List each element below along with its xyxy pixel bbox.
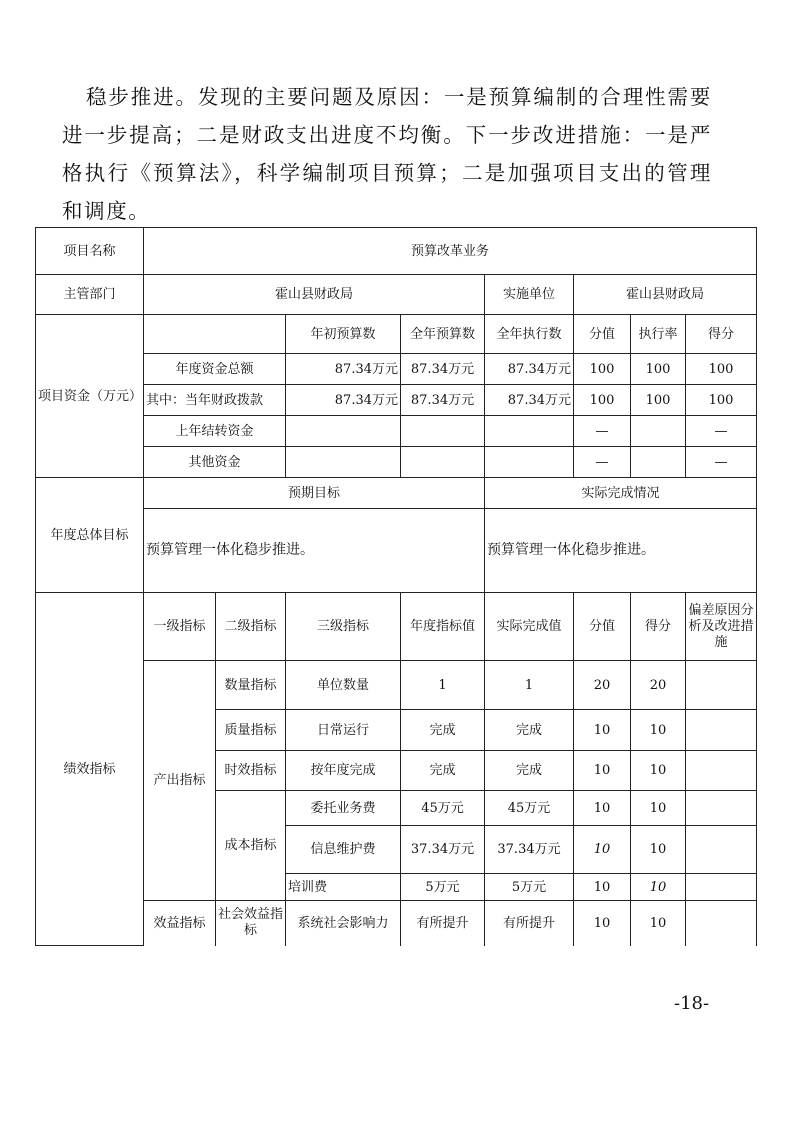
header-score-value: 分值: [574, 315, 631, 354]
target-cell: 37.34万元: [401, 826, 485, 874]
funds-score: —: [686, 416, 757, 447]
header-exec-rate: 执行率: [631, 315, 686, 354]
header-deviation: 偏差原因分析及改进措施: [686, 593, 757, 661]
header-executed: 全年执行数: [485, 315, 574, 354]
body-paragraph: 稳步推进。发现的主要问题及原因：一是预算编制的合理性需要进一步提高；二是财政支出进度不均衡。下一步改进措施：一是严格执行《预算法》，科学编制项目预算；二是加强项目支出的管理和调度。: [62, 85, 712, 223]
score-value-cell: 10: [574, 791, 631, 826]
deviation-cell: [686, 710, 757, 751]
funds-corner-cell: [144, 315, 286, 354]
score-cell: 10: [631, 751, 686, 791]
annual-goal-label: 年度总体目标: [36, 478, 144, 593]
header-level3: 三级指标: [286, 593, 401, 661]
project-name-label: 项目名称: [36, 228, 144, 275]
level3-cell: 委托业务费: [286, 791, 401, 826]
header-score-value: 分值: [574, 593, 631, 661]
funds-row-name: 其他资金: [144, 447, 286, 478]
header-initial-budget: 年初预算数: [286, 315, 401, 354]
actual-cell: 37.34万元: [485, 826, 574, 874]
level3-cell: 培训费: [286, 874, 401, 901]
actual-cell: 5万元: [485, 874, 574, 901]
deviation-cell: [686, 826, 757, 874]
funds-initial: [286, 447, 401, 478]
score-cell: 20: [631, 661, 686, 710]
dept-value: 霍山县财政局: [144, 275, 485, 315]
score-value-cell: 10: [574, 710, 631, 751]
page-number: -18-: [674, 993, 710, 1014]
score-cell: 10: [631, 826, 686, 874]
header-annual-target: 年度指标值: [401, 593, 485, 661]
expected-goal-text: 预算管理一体化稳步推进。: [144, 509, 485, 593]
level3-cell: 系统社会影响力: [286, 901, 401, 946]
funds-rate: 100: [631, 354, 686, 385]
actual-cell: 有所提升: [485, 901, 574, 946]
level3-cell: 单位数量: [286, 661, 401, 710]
deviation-cell: [686, 791, 757, 826]
deviation-cell: [686, 751, 757, 791]
funds-executed: 87.34万元: [485, 354, 574, 385]
score-value-cell: 10: [574, 751, 631, 791]
score-cell: 10: [631, 874, 686, 901]
funds-annual: 87.34万元: [401, 385, 485, 416]
funds-score: 100: [686, 385, 757, 416]
level1-benefit: 效益指标: [144, 901, 216, 946]
actual-cell: 45万元: [485, 791, 574, 826]
target-cell: 5万元: [401, 874, 485, 901]
actual-cell: 完成: [485, 751, 574, 791]
funds-executed: [485, 447, 574, 478]
funds-annual: 87.34万元: [401, 354, 485, 385]
target-cell: 有所提升: [401, 901, 485, 946]
funds-rate: [631, 416, 686, 447]
header-level1: 一级指标: [144, 593, 216, 661]
funds-label: 项目资金（万元）: [36, 315, 144, 478]
target-cell: 1: [401, 661, 485, 710]
funds-score-value: —: [574, 447, 631, 478]
score-value-cell: 10: [574, 874, 631, 901]
header-level2: 二级指标: [216, 593, 286, 661]
actual-cell: 完成: [485, 710, 574, 751]
funds-score-value: 100: [574, 385, 631, 416]
funds-executed: [485, 416, 574, 447]
funds-score: —: [686, 447, 757, 478]
funds-initial: [286, 416, 401, 447]
funds-annual: [401, 416, 485, 447]
funds-annual: [401, 447, 485, 478]
dept-label: 主管部门: [36, 275, 144, 315]
deviation-cell: [686, 901, 757, 946]
score-value-cell: 10: [574, 901, 631, 946]
score-cell: 10: [631, 901, 686, 946]
level2-quality: 质量指标: [216, 710, 286, 751]
funds-initial: 87.34万元: [286, 385, 401, 416]
level2-timeliness: 时效指标: [216, 751, 286, 791]
expected-goal-header: 预期目标: [144, 478, 485, 509]
score-value-cell: 10: [574, 826, 631, 874]
level2-cost: 成本指标: [216, 791, 286, 901]
target-cell: 45万元: [401, 791, 485, 826]
level2-quantity: 数量指标: [216, 661, 286, 710]
actual-completion-text: 预算管理一体化稳步推进。: [485, 509, 757, 593]
target-cell: 完成: [401, 710, 485, 751]
deviation-cell: [686, 661, 757, 710]
level2-social: 社会效益指标: [216, 901, 286, 946]
funds-rate: 100: [631, 385, 686, 416]
actual-completion-header: 实际完成情况: [485, 478, 757, 509]
target-cell: 完成: [401, 751, 485, 791]
impl-unit-label: 实施单位: [485, 275, 574, 315]
header-score: 得分: [631, 593, 686, 661]
header-actual-value: 实际完成值: [485, 593, 574, 661]
impl-unit-value: 霍山县财政局: [574, 275, 757, 315]
header-score: 得分: [686, 315, 757, 354]
funds-score-value: —: [574, 416, 631, 447]
funds-row-name: 上年结转资金: [144, 416, 286, 447]
funds-initial: 87.34万元: [286, 354, 401, 385]
funds-row-name: 其中：当年财政拨款: [144, 385, 286, 416]
deviation-cell: [686, 874, 757, 901]
funds-executed: 87.34万元: [485, 385, 574, 416]
score-cell: 10: [631, 710, 686, 751]
funds-score-value: 100: [574, 354, 631, 385]
funds-score: 100: [686, 354, 757, 385]
level3-cell: 信息维护费: [286, 826, 401, 874]
performance-label: 绩效指标: [36, 593, 144, 946]
level1-output: 产出指标: [144, 661, 216, 901]
score-value-cell: 20: [574, 661, 631, 710]
funds-row-name: 年度资金总额: [144, 354, 286, 385]
performance-table: [35, 227, 757, 946]
actual-cell: 1: [485, 661, 574, 710]
funds-rate: [631, 447, 686, 478]
header-annual-budget: 全年预算数: [401, 315, 485, 354]
project-name-value: 预算改革业务: [144, 228, 757, 275]
level3-cell: 按年度完成: [286, 751, 401, 791]
score-cell: 10: [631, 791, 686, 826]
level3-cell: 日常运行: [286, 710, 401, 751]
